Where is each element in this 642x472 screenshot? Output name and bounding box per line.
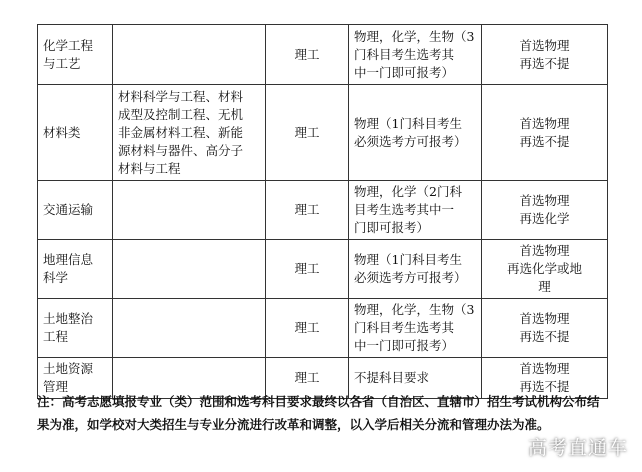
included-majors-cell — [113, 299, 266, 358]
major-name-cell: 地理信息 科学 — [38, 240, 113, 299]
major-name-cell: 土地资源 管理 — [38, 358, 113, 399]
subject-requirement-cell: 不提科目要求 — [349, 358, 482, 399]
table-row — [38, 240, 608, 299]
category-cell: 理工 — [266, 299, 349, 358]
selection-rule-cell: 首选物理 再选不提 — [482, 358, 608, 399]
table-row — [38, 85, 608, 181]
selection-rule-cell: 首选物理 再选不提 — [482, 25, 608, 85]
included-majors-cell — [113, 240, 266, 299]
subject-requirement-cell: 物理（1门科目考生 必须选考方可报考） — [349, 240, 482, 299]
table-row — [38, 299, 608, 358]
category-cell: 理工 — [266, 85, 349, 181]
watermark: 高考直通车 — [527, 437, 628, 459]
subject-requirement-cell: 物理，化学，生物（3 门科目考生选考其 中一门即可报考） — [349, 25, 482, 85]
subject-requirement-cell: 物理（1门科目考生 必须选考方可报考） — [349, 85, 482, 181]
selection-rule-cell: 首选物理 再选不提 — [482, 299, 608, 358]
selection-rule-cell: 首选物理 再选不提 — [482, 85, 608, 181]
included-majors-cell — [113, 181, 266, 240]
major-name-cell: 交通运输 — [38, 181, 113, 240]
category-cell: 理工 — [266, 240, 349, 299]
included-majors-cell — [113, 25, 266, 85]
table-row — [38, 25, 608, 85]
subject-requirement-cell: 物理，化学，生物（3 门科目考生选考其 中一门即可报考） — [349, 299, 482, 358]
major-name-cell: 材料类 — [38, 85, 113, 181]
table-row — [38, 181, 608, 240]
selection-rule-cell: 首选物理 再选化学 — [482, 181, 608, 240]
included-majors-cell: 材料科学与工程、材料 成型及控制工程、无机 非金属材料工程、新能 源材料与器件、高分子 材料与工程 — [113, 85, 266, 181]
major-name-cell: 土地整治 工程 — [38, 299, 113, 358]
category-cell: 理工 — [266, 181, 349, 240]
category-cell: 理工 — [266, 358, 349, 399]
footnote: 注：高考志愿填报专业（类）范围和选考科目要求最终以各省（自治区、直辖市）招生考试机构公布结果为准，如学校对大类招生与专业分流进行改革和调整，以入学后相关分流和管理办法为准。 — [37, 394, 600, 432]
subject-requirements-table — [37, 24, 608, 399]
category-cell: 理工 — [266, 25, 349, 85]
selection-rule-cell: 首选物理 再选化学或地 理 — [482, 240, 608, 299]
subject-requirement-cell: 物理，化学（2门科 目考生选考其中一 门即可报考） — [349, 181, 482, 240]
major-name-cell: 化学工程 与工艺 — [38, 25, 113, 85]
